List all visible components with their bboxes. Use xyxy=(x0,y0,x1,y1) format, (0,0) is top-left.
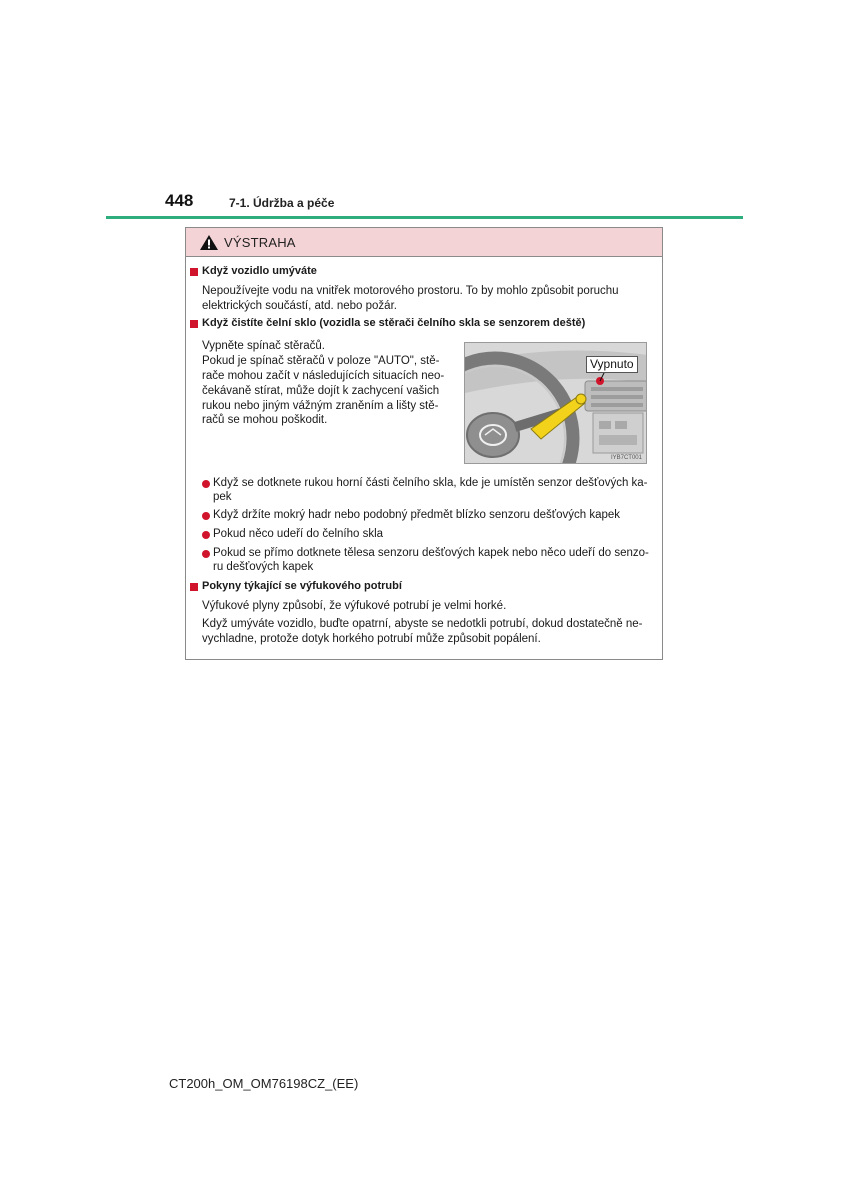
paragraph-line: Když umýváte vozidlo, buďte opatrní, abyste se nedotkli potrubí, dokud dostatečně ne- xyxy=(202,618,643,630)
page-number: 448 xyxy=(165,191,194,210)
section-heading-washing: Když vozidlo umýváte xyxy=(202,265,317,277)
paragraph-line: vychladne, protože dotyk horkého potrubí může způsobit popálení. xyxy=(202,633,541,645)
bullet-marker xyxy=(202,550,210,558)
bullet-line: Pokud se přímo dotknete tělesa senzoru dešťových kapek nebo něco udeří do senzo- xyxy=(213,547,649,559)
header-divider xyxy=(106,216,743,219)
section-heading-exhaust: Pokyny týkající se výfukového potrubí xyxy=(202,580,402,592)
footer-document-code: CT200h_OM_OM76198CZ_(EE) xyxy=(169,1076,359,1091)
paragraph-line: Výfukové plyny způsobí, že výfukové potrubí je velmi horké. xyxy=(202,600,507,612)
bullet-line: pek xyxy=(213,491,232,503)
section-marker xyxy=(190,268,198,276)
paragraph-line: račů se mohou poškodit. xyxy=(202,414,328,426)
paragraph-line: elektrických součástí, atd. nebo požár. xyxy=(202,300,397,312)
bullet-marker xyxy=(202,531,210,539)
warning-title: VÝSTRAHA xyxy=(224,234,296,250)
section-title: 7-1. Údržba a péče xyxy=(229,196,335,210)
section-heading-windshield: Když čistíte čelní sklo (vozidla se stěrači čelního skla se senzorem deště) xyxy=(202,317,586,329)
bullet-line: Když se dotknete rukou horní části čelního skla, kde je umístěn senzor dešťových ka- xyxy=(213,477,648,489)
bullet-line: Když držíte mokrý hadr nebo podobný předmět blízko senzoru dešťových kapek xyxy=(213,509,621,521)
bullet-line: Pokud něco udeří do čelního skla xyxy=(213,528,384,540)
paragraph-line: Nepoužívejte vodu na vnitřek motorového prostoru. To by mohlo způsobit poruchu xyxy=(202,285,619,297)
paragraph-line: čekávaně stírat, může dojít k zachycení vašich xyxy=(202,385,440,397)
bullet-line: ru dešťových kapek xyxy=(213,561,314,573)
warning-triangle-icon xyxy=(199,234,219,251)
paragraph-line: rukou nebo jiným vážným zraněním a lišty stě- xyxy=(202,400,439,412)
paragraph-line: Vypněte spínač stěračů. xyxy=(202,340,325,352)
paragraph-line: Pokud je spínač stěračů v poloze "AUTO", stě- xyxy=(202,355,440,367)
figure-code: IYB7CT001 xyxy=(610,455,642,461)
figure-label-off: Vypnuto xyxy=(586,356,638,373)
warning-header xyxy=(186,228,662,257)
wiper-switch-illustration xyxy=(464,342,647,464)
section-marker xyxy=(190,320,198,328)
bullet-marker xyxy=(202,480,210,488)
section-marker xyxy=(190,583,198,591)
paragraph-line: rače mohou začít v následujících situacích neo- xyxy=(202,370,445,382)
bullet-marker xyxy=(202,512,210,520)
